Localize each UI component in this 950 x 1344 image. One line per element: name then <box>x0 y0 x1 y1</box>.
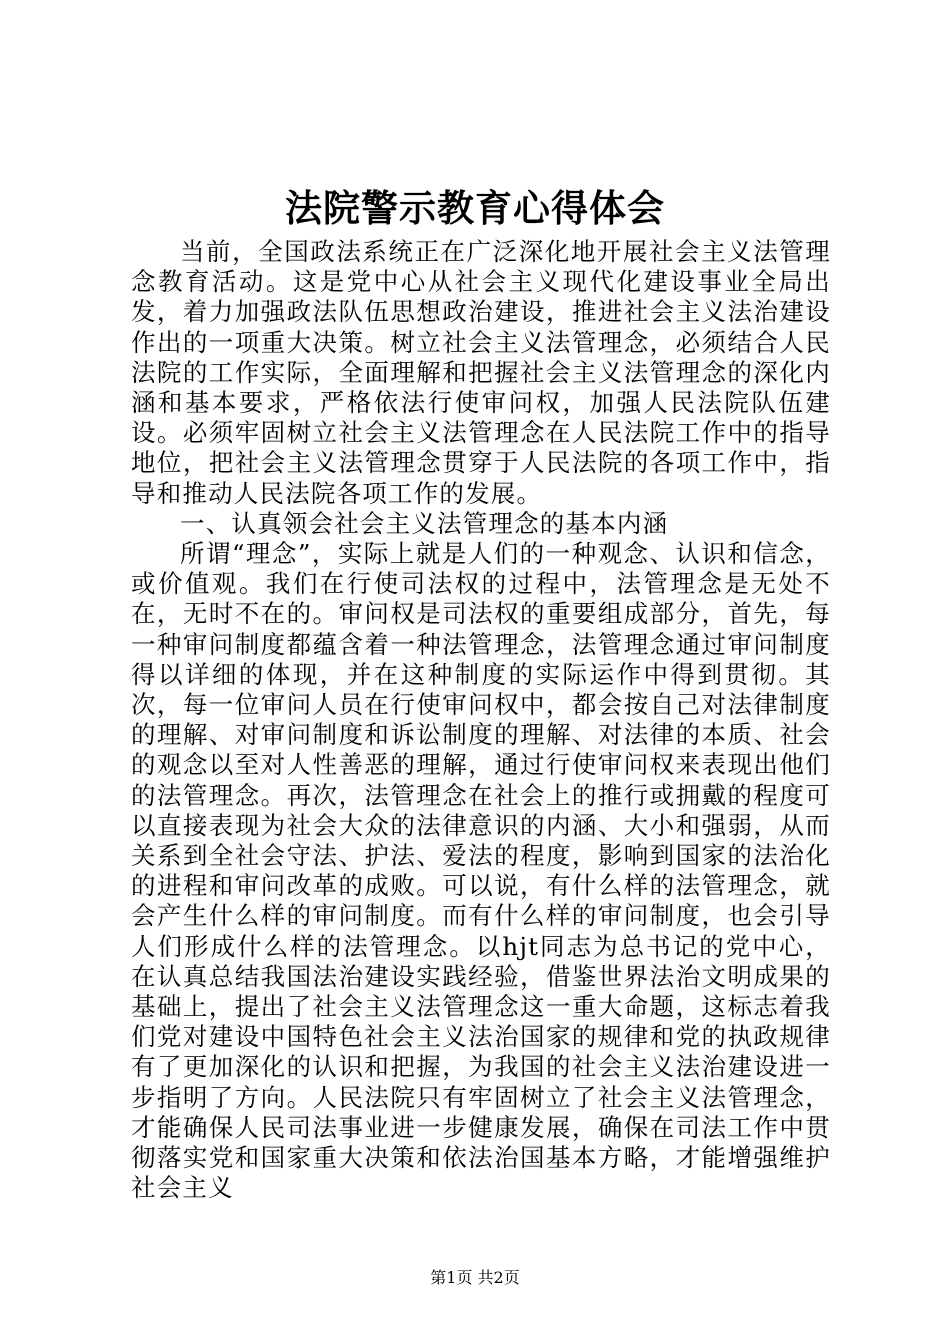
section-heading: 一、认真领会社会主义法管理念的基本内涵 <box>180 508 669 538</box>
page-title: 法院警示教育心得体会 <box>285 186 665 230</box>
page-number: 第1页 共2页 <box>430 1268 520 1287</box>
body-paragraph: 所谓“理念”，实际上就是人们的一种观念、认识和信念，或价值观。我们在行使司法权的过程中，法管理念是无处不在，无时不在的。审问权是司法权的重要组成部分，首先，每一种审问制度都蕴含着一种法管理念，法管理念通过审问制度得以详细的体现，并在这种制度的实际运作中得到贯彻。其次，每一位审问人员在行使审问权中，都会按自己对法律制度的理解、对审问制度和诉讼制度的理解、对法律的本质、社会的观念以至对人性善恶的理解，通过行使审问权来表现出他们的法管理念。再次，法管理念在社会上的推行或拥戴的程度可以直接表现为社会大众的法律意识的内涵、大小和强弱，从而关系到全社会守法、护法、爱法的程度，影响到国家的法治化的进程和审问改革的成败。可以说，有什么样的法管理念，就会产生什么样的审问制度。而有什么样的审问制度，也会引导人们形成什么样的法管理念。以hjt同志为总书记的党中心，在认真总结我国法治建设实践经验，借鉴世界法治文明成果的基础上，提出了社会主义法管理念这一重大命题，这标志着我们党对建设中国特色社会主义法治国家的规律和党的执政规律有了更加深化的认识和把握，为我国的社会主义法治建设进一步指明了方向。人民法院只有牢固树立了社会主义法管理念，才能确保人民司法事业进一步健康发展，确保在司法工作中贯彻落实党和国家重大决策和依法治国基本方略，才能增强维护社会主义 <box>131 539 831 1203</box>
document-body <box>131 237 831 1204</box>
intro-paragraph: 当前，全国政法系统正在广泛深化地开展社会主义法管理念教育活动。这是党中心从社会主义现代化建设事业全局出发，着力加强政法队伍思想政治建设，推进社会主义法治建设作出的一项重大决策。树立社会主义法管理念，必须结合人民法院的工作实际，全面理解和把握社会主义法管理念的深化内涵和基本要求，严格依法行使审问权，加强人民法院队伍建设。必须牢固树立社会主义法管理念在人民法院工作中的指导地位，把社会主义法管理念贯穿于人民法院的各项工作中，指导和推动人民法院各项工作的发展。 <box>131 237 831 508</box>
